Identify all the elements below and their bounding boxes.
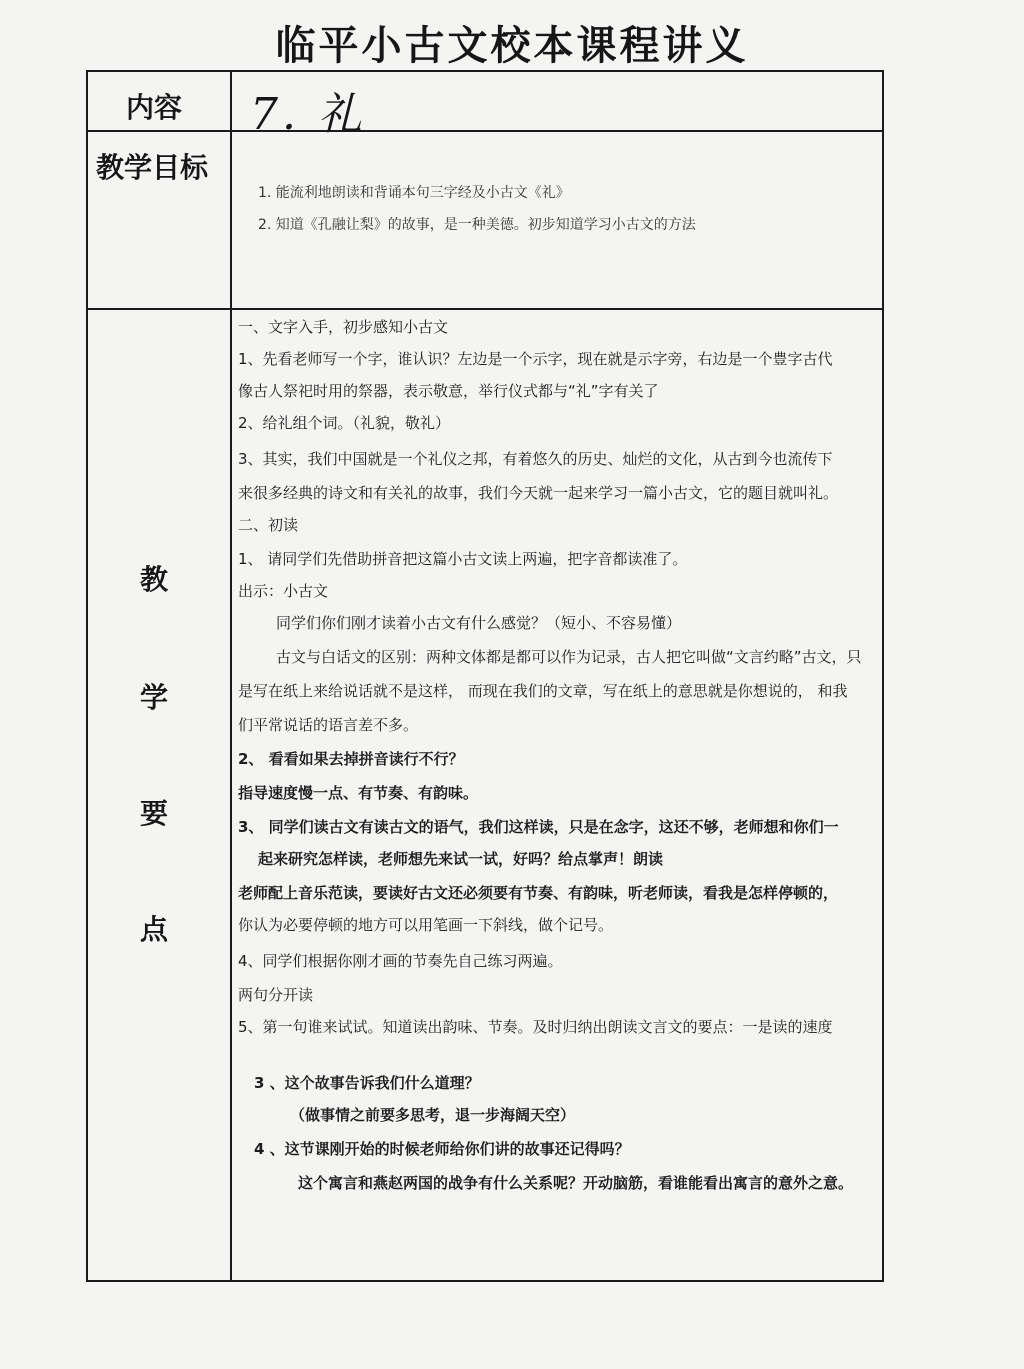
key-point-line: 2、 看看如果去掉拼音读行不行？ <box>238 750 464 768</box>
row-divider-content <box>86 130 884 132</box>
key-point-line: 1、 请同学们先借助拼音把这篇小古文读上两遍，把字音都读准了。 <box>238 550 688 568</box>
objective-2: 2. 知道《孔融让梨》的故事，是一种美德。初步知道学习小古文的方法 <box>258 217 696 233</box>
objectives-label: 教学目标 <box>96 151 209 184</box>
key-point-line: 两句分开读 <box>238 986 314 1004</box>
key-point-line: 你认为必要停顿的地方可以用笔画一下斜线，做个记号。 <box>238 916 614 934</box>
key-point-line: 们平常说话的语言差不多。 <box>238 716 419 734</box>
key-points-label-char: 要 <box>140 797 169 830</box>
key-point-line: 是写在纸上来给说话就不是这样， 而现在我们的文章，写在纸上的意思就是你想说的， 和我 <box>238 682 848 700</box>
key-point-line: 古文与白话文的区别：两种文体都是都可以作为记录，古人把它叫做“文言约略”古文，只 <box>276 648 862 666</box>
key-point-line: 这个寓言和燕赵两国的战争有什么关系呢？开动脑筋，看谁能看出寓言的意外之意。 <box>298 1174 854 1192</box>
key-point-line: 同学们你们刚才读着小古文有什么感觉？（短小、不容易懂） <box>276 614 682 632</box>
content-label: 内容 <box>126 91 183 124</box>
key-point-line: 像古人祭祀时用的祭器，表示敬意，举行仪式都与“礼”字有关了 <box>238 382 659 400</box>
key-point-line: 3 、这个故事告诉我们什么道理？ <box>254 1074 480 1092</box>
key-point-line: 2、给礼组个词。（礼貌，敬礼） <box>238 414 451 432</box>
key-points-label-char: 点 <box>140 913 169 946</box>
key-point-line: 出示：小古文 <box>238 582 329 600</box>
key-point-line: 3、其实，我们中国就是一个礼仪之邦，有着悠久的历史、灿烂的文化，从古到今也流传下 <box>238 450 833 468</box>
key-point-line: 3、 同学们读古文有读古文的语气，我们这样读，只是在念字，这还不够，老师想和你们一 <box>238 818 839 836</box>
row-divider-objectives <box>86 308 884 310</box>
key-point-line: 5、第一句谁来试试。知道读出韵味、节奏。及时归纳出朗读文言文的要点：一是读的速度 <box>238 1018 833 1036</box>
key-points-label-char: 学 <box>140 681 169 714</box>
key-point-line: （做事情之前要多思考，退一步海阔天空） <box>290 1106 576 1124</box>
page-title: 临平小古文校本课程讲义 <box>275 23 749 69</box>
key-point-line: 起来研究怎样读，老师想先来试一试，好吗？给点掌声！朗读 <box>258 850 664 868</box>
column-divider <box>230 70 232 1282</box>
objective-1: 1. 能流利地朗读和背诵本句三字经及小古文《礼》 <box>258 185 570 201</box>
key-point-line: 来很多经典的诗文和有关礼的故事，我们今天就一起来学习一篇小古文，它的题目就叫礼。 <box>238 484 839 502</box>
key-point-line: 一、文字入手，初步感知小古文 <box>238 318 449 336</box>
content-value: 7. 礼 <box>250 89 366 140</box>
key-points-label-char: 教 <box>140 563 169 596</box>
key-point-line: 4 、这节课刚开始的时候老师给你们讲的故事还记得吗？ <box>254 1140 630 1158</box>
key-point-line: 1、先看老师写一个字，谁认识？左边是一个示字，现在就是示字旁，右边是一个豊字古代 <box>238 350 833 368</box>
key-point-line: 4、同学们根据你刚才画的节奏先自己练习两遍。 <box>238 952 563 970</box>
key-point-line: 二、初读 <box>238 516 299 534</box>
lesson-table <box>86 70 884 1282</box>
key-point-line: 指导速度慢一点、有节奏、有韵味。 <box>238 784 479 802</box>
key-point-line: 老师配上音乐范读，要读好古文还必须要有节奏、有韵味，听老师读，看我是怎样停顿的， <box>238 884 839 902</box>
